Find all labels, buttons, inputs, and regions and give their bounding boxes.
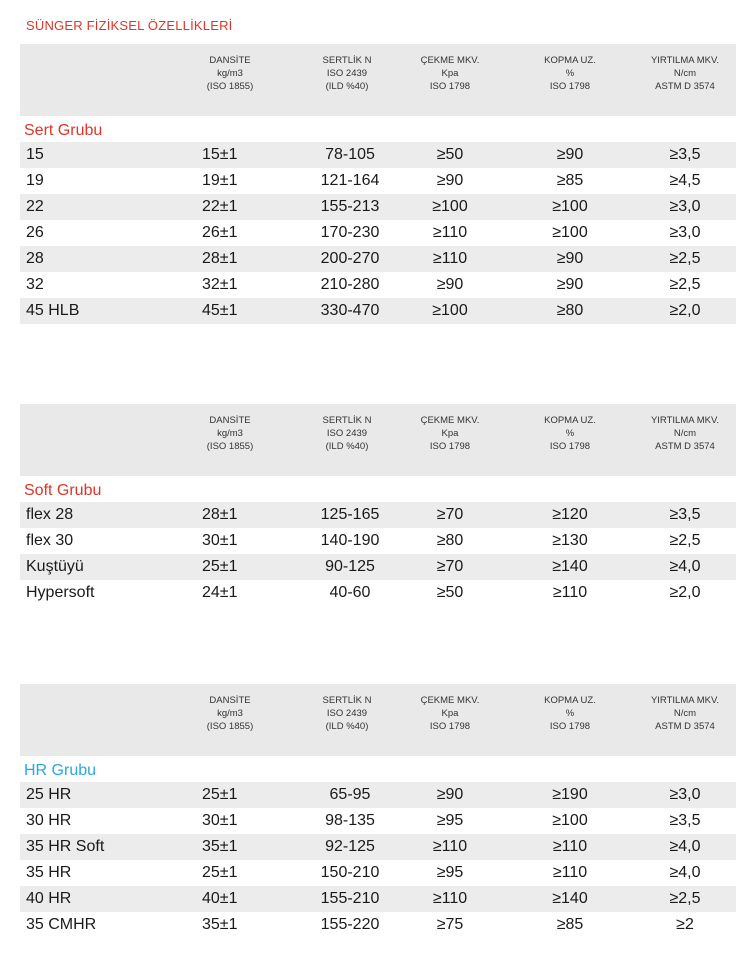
table-row xyxy=(20,886,736,912)
table-row xyxy=(20,782,736,808)
header-yirtilma: YIRTILMA MKV. N/cm ASTM D 3574 xyxy=(650,55,720,92)
sertlik-cell: 155-220 xyxy=(320,916,380,933)
product-name-cell: 15 xyxy=(26,146,44,163)
sertlik-cell: 170-230 xyxy=(320,224,380,241)
product-name-cell: 25 HR xyxy=(26,786,72,803)
table-row xyxy=(20,220,736,246)
group-rows xyxy=(20,502,736,606)
yirtilma-cell: ≥3,0 xyxy=(669,224,701,241)
table-row xyxy=(20,580,736,606)
table-header xyxy=(20,404,736,476)
yirtilma-cell: ≥3,0 xyxy=(669,198,701,215)
header-dansite: DANSİTE kg/m3 (ISO 1855) xyxy=(206,55,254,92)
dansite-cell: 40±1 xyxy=(202,890,238,907)
cekme-cell: ≥100 xyxy=(432,198,468,215)
table-row xyxy=(20,502,736,528)
product-name-cell: 35 HR xyxy=(26,864,72,881)
table-row xyxy=(20,142,736,168)
table-row xyxy=(20,298,736,324)
product-name-cell: 26 xyxy=(26,224,44,241)
cekme-cell: ≥50 xyxy=(436,146,464,163)
cekme-cell: ≥110 xyxy=(432,250,468,267)
header-cekme: ÇEKME MKV. Kpa ISO 1798 xyxy=(420,415,480,452)
product-name-cell: flex 28 xyxy=(26,506,74,523)
kopma-cell: ≥120 xyxy=(552,506,588,523)
yirtilma-cell: ≥2,5 xyxy=(669,276,701,293)
dansite-cell: 15±1 xyxy=(202,146,238,163)
group-title: Soft Grubu xyxy=(24,482,102,499)
sertlik-cell: 150-210 xyxy=(320,864,380,881)
sertlik-cell: 98-135 xyxy=(325,812,375,829)
product-name-cell: 30 HR xyxy=(26,812,72,829)
dansite-cell: 32±1 xyxy=(202,276,238,293)
cekme-cell: ≥75 xyxy=(436,916,464,933)
cekme-cell: ≥95 xyxy=(436,864,464,881)
sertlik-cell: 78-105 xyxy=(325,146,375,163)
group-title: HR Grubu xyxy=(24,762,97,779)
sertlik-cell: 210-280 xyxy=(320,276,380,293)
table-row xyxy=(20,860,736,886)
cekme-cell: ≥100 xyxy=(432,302,468,319)
product-name-cell: 22 xyxy=(26,198,44,215)
sertlik-cell: 330-470 xyxy=(320,302,380,319)
table-row xyxy=(20,554,736,580)
kopma-cell: ≥130 xyxy=(552,532,588,549)
yirtilma-cell: ≥2,0 xyxy=(669,584,701,601)
cekme-cell: ≥70 xyxy=(436,506,464,523)
sertlik-cell: 125-165 xyxy=(320,506,380,523)
yirtilma-cell: ≥2,5 xyxy=(669,532,701,549)
yirtilma-cell: ≥3,5 xyxy=(669,812,701,829)
table-header xyxy=(20,44,736,116)
group-title: Sert Grubu xyxy=(24,122,103,139)
table-header xyxy=(20,684,736,756)
cekme-cell: ≥90 xyxy=(436,172,464,189)
cekme-cell: ≥50 xyxy=(436,584,464,601)
sertlik-cell: 200-270 xyxy=(320,250,380,267)
kopma-cell: ≥110 xyxy=(552,864,588,881)
dansite-cell: 30±1 xyxy=(202,812,238,829)
cekme-cell: ≥90 xyxy=(436,276,464,293)
soft-group-section xyxy=(20,404,736,606)
yirtilma-cell: ≥2 xyxy=(676,916,694,933)
kopma-cell: ≥110 xyxy=(552,838,588,855)
table-row xyxy=(20,168,736,194)
dansite-cell: 35±1 xyxy=(202,916,238,933)
dansite-cell: 24±1 xyxy=(202,584,238,601)
kopma-cell: ≥110 xyxy=(552,584,588,601)
sertlik-cell: 92-125 xyxy=(325,838,375,855)
product-name-cell: Kuştüyü xyxy=(26,558,84,575)
product-name-cell: 32 xyxy=(26,276,44,293)
product-name-cell: flex 30 xyxy=(26,532,74,549)
header-yirtilma: YIRTILMA MKV. N/cm ASTM D 3574 xyxy=(650,415,720,452)
cekme-cell: ≥110 xyxy=(432,890,468,907)
kopma-cell: ≥85 xyxy=(556,172,584,189)
kopma-cell: ≥90 xyxy=(556,250,584,267)
kopma-cell: ≥100 xyxy=(552,198,588,215)
cekme-cell: ≥80 xyxy=(436,532,464,549)
table-row xyxy=(20,246,736,272)
header-cekme: ÇEKME MKV. Kpa ISO 1798 xyxy=(420,55,480,92)
header-sertlik: SERTLİK N ISO 2439 (ILD %40) xyxy=(322,55,372,92)
header-yirtilma: YIRTILMA MKV. N/cm ASTM D 3574 xyxy=(650,695,720,732)
kopma-cell: ≥90 xyxy=(556,146,584,163)
dansite-cell: 30±1 xyxy=(202,532,238,549)
kopma-cell: ≥100 xyxy=(552,224,588,241)
yirtilma-cell: ≥2,0 xyxy=(669,302,701,319)
product-name-cell: 45 HLB xyxy=(26,302,80,319)
dansite-cell: 25±1 xyxy=(202,558,238,575)
yirtilma-cell: ≥2,5 xyxy=(669,250,701,267)
table-row xyxy=(20,272,736,298)
dansite-cell: 45±1 xyxy=(202,302,238,319)
sertlik-cell: 155-213 xyxy=(320,198,380,215)
yirtilma-cell: ≥4,0 xyxy=(669,864,701,881)
dansite-cell: 22±1 xyxy=(202,198,238,215)
cekme-cell: ≥110 xyxy=(432,224,468,241)
sertlik-cell: 121-164 xyxy=(320,172,380,189)
dansite-cell: 25±1 xyxy=(202,786,238,803)
cekme-cell: ≥110 xyxy=(432,838,468,855)
header-kopma: KOPMA UZ. % ISO 1798 xyxy=(544,415,596,452)
group-rows xyxy=(20,782,736,938)
dansite-cell: 25±1 xyxy=(202,864,238,881)
table-row xyxy=(20,834,736,860)
hr-group-section xyxy=(20,684,736,938)
kopma-cell: ≥90 xyxy=(556,276,584,293)
yirtilma-cell: ≥2,5 xyxy=(669,890,701,907)
sertlik-cell: 155-210 xyxy=(320,890,380,907)
yirtilma-cell: ≥3,5 xyxy=(669,506,701,523)
cekme-cell: ≥95 xyxy=(436,812,464,829)
sertlik-cell: 90-125 xyxy=(325,558,375,575)
table-row xyxy=(20,912,736,938)
table-row xyxy=(20,194,736,220)
header-cekme: ÇEKME MKV. Kpa ISO 1798 xyxy=(420,695,480,732)
yirtilma-cell: ≥4,0 xyxy=(669,838,701,855)
product-name-cell: Hypersoft xyxy=(26,584,95,601)
page-title: SÜNGER FİZİKSEL ÖZELLİKLERİ xyxy=(26,18,233,33)
yirtilma-cell: ≥4,5 xyxy=(669,172,701,189)
dansite-cell: 28±1 xyxy=(202,250,238,267)
table-row xyxy=(20,808,736,834)
yirtilma-cell: ≥3,5 xyxy=(669,146,701,163)
header-dansite: DANSİTE kg/m3 (ISO 1855) xyxy=(206,695,254,732)
kopma-cell: ≥140 xyxy=(552,890,588,907)
dansite-cell: 28±1 xyxy=(202,506,238,523)
yirtilma-cell: ≥4,0 xyxy=(669,558,701,575)
header-kopma: KOPMA UZ. % ISO 1798 xyxy=(544,695,596,732)
header-sertlik: SERTLİK N ISO 2439 (ILD %40) xyxy=(322,415,372,452)
kopma-cell: ≥140 xyxy=(552,558,588,575)
product-name-cell: 40 HR xyxy=(26,890,72,907)
kopma-cell: ≥85 xyxy=(556,916,584,933)
sertlik-cell: 140-190 xyxy=(320,532,380,549)
cekme-cell: ≥70 xyxy=(436,558,464,575)
header-kopma: KOPMA UZ. % ISO 1798 xyxy=(544,55,596,92)
sertlik-cell: 65-95 xyxy=(329,786,371,803)
table-row xyxy=(20,528,736,554)
product-name-cell: 35 HR Soft xyxy=(26,838,105,855)
header-sertlik: SERTLİK N ISO 2439 (ILD %40) xyxy=(322,695,372,732)
header-dansite: DANSİTE kg/m3 (ISO 1855) xyxy=(206,415,254,452)
dansite-cell: 26±1 xyxy=(202,224,238,241)
group-rows xyxy=(20,142,736,324)
product-name-cell: 35 CMHR xyxy=(26,916,97,933)
dansite-cell: 19±1 xyxy=(202,172,238,189)
yirtilma-cell: ≥3,0 xyxy=(669,786,701,803)
kopma-cell: ≥190 xyxy=(552,786,588,803)
kopma-cell: ≥80 xyxy=(556,302,584,319)
product-name-cell: 19 xyxy=(26,172,44,189)
cekme-cell: ≥90 xyxy=(436,786,464,803)
sert-group-section xyxy=(20,44,736,324)
dansite-cell: 35±1 xyxy=(202,838,238,855)
product-name-cell: 28 xyxy=(26,250,44,267)
kopma-cell: ≥100 xyxy=(552,812,588,829)
sertlik-cell: 40-60 xyxy=(329,584,371,601)
